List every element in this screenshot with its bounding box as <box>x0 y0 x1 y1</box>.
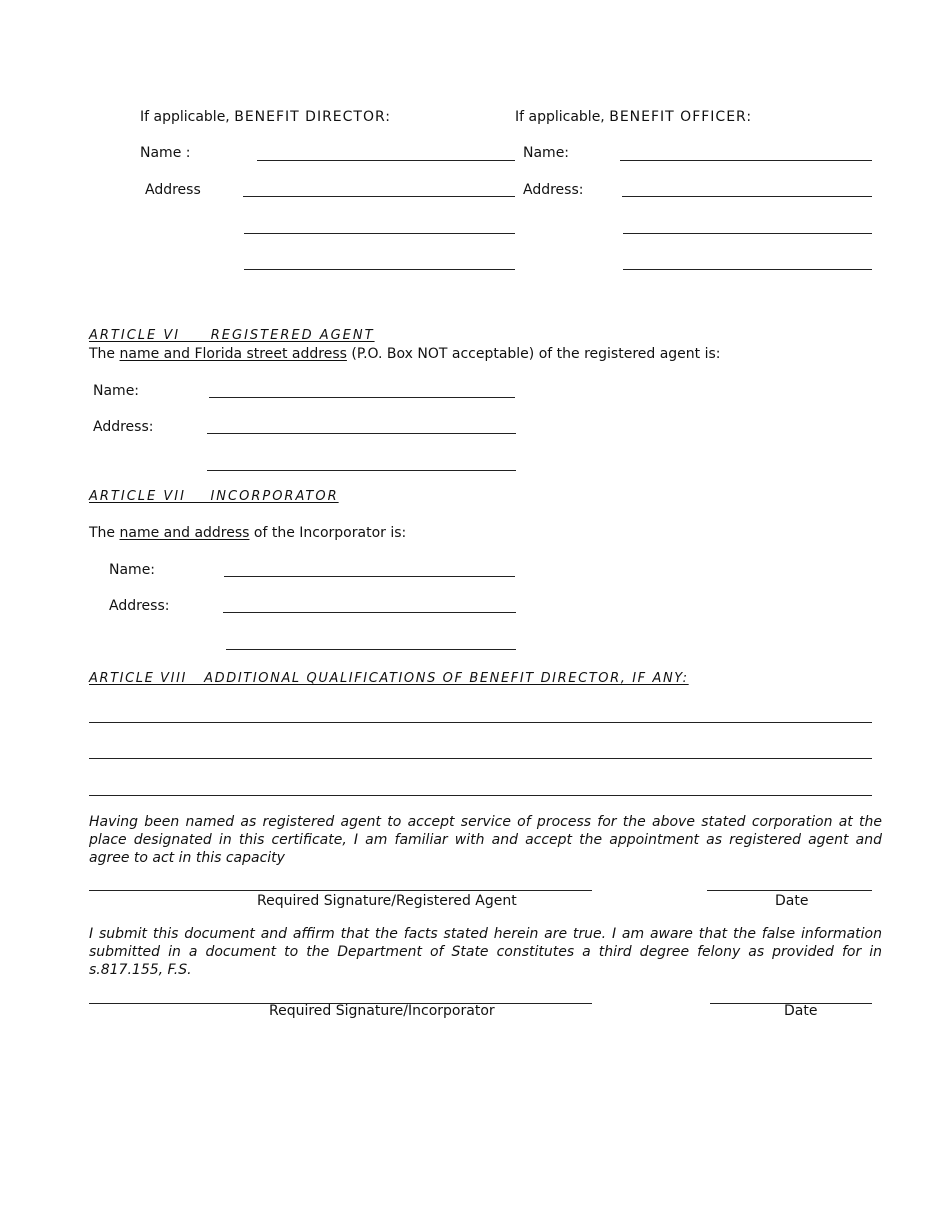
article-6-intro: The name and Florida street address (P.O. Box NOT acceptable) of the registered agent is: <box>89 346 721 362</box>
incorporator-address-field-2[interactable] <box>226 649 516 650</box>
agent-address-field-2[interactable] <box>207 470 516 471</box>
agent-address-field-1[interactable] <box>207 433 516 434</box>
article-7-heading: ARTICLE VII INCORPORATOR <box>89 489 339 504</box>
incorporator-name-label: Name: <box>109 562 156 578</box>
agent-name-field[interactable] <box>209 397 515 398</box>
agent-signature-label: Required Signature/Registered Agent <box>257 893 517 909</box>
director-address-field-3[interactable] <box>244 269 515 270</box>
officer-address-field-2[interactable] <box>623 233 872 234</box>
officer-name-label: Name: <box>523 145 570 161</box>
qualifications-line-3[interactable] <box>89 795 872 796</box>
director-name-label: Name : <box>140 145 191 161</box>
agent-address-label: Address: <box>93 419 154 435</box>
incorporator-date-label: Date <box>784 1003 818 1019</box>
benefit-officer-heading: If applicable, BENEFIT OFFICER: <box>515 109 753 125</box>
agent-signature-line[interactable] <box>89 890 592 891</box>
officer-address-field-1[interactable] <box>622 196 872 197</box>
incorporator-signature-label: Required Signature/Incorporator <box>269 1003 495 1019</box>
article-8-heading: ARTICLE VIII ADDITIONAL QUALIFICATIONS OF BENEFIT DIRECTOR, IF ANY: <box>89 671 689 686</box>
agent-date-label: Date <box>775 893 809 909</box>
director-address-field-1[interactable] <box>243 196 515 197</box>
agent-acceptance-statement: Having been named as registered agent to accept service of process for the above stated corporation at the place designated in this certificate, I am familiar with and accept the appointment as registered agent and agree to act in this capacity <box>89 814 882 866</box>
qualifications-line-1[interactable] <box>89 722 872 723</box>
officer-address-label: Address: <box>523 182 584 198</box>
qualifications-line-2[interactable] <box>89 758 872 759</box>
director-name-field[interactable] <box>257 160 515 161</box>
incorporator-address-field-1[interactable] <box>223 612 516 613</box>
director-address-field-2[interactable] <box>244 233 515 234</box>
incorporator-affirmation-statement: I submit this document and affirm that the facts stated herein are true. I am aware that the false information submitted in a document to the Department of State constitutes a third degree felony as provided for in s.817.155, F.S. <box>89 926 882 978</box>
officer-name-field[interactable] <box>620 160 872 161</box>
article-7-intro: The name and address of the Incorporator is: <box>89 525 407 541</box>
officer-address-field-3[interactable] <box>623 269 872 270</box>
agent-date-line[interactable] <box>707 890 872 891</box>
agent-name-label: Name: <box>93 383 140 399</box>
incorporator-name-field[interactable] <box>224 576 515 577</box>
benefit-director-heading: If applicable, BENEFIT DIRECTOR: <box>140 109 392 125</box>
article-6-heading: ARTICLE VI REGISTERED AGENT <box>89 328 375 343</box>
director-address-label: Address <box>145 182 201 198</box>
incorporator-address-label: Address: <box>109 598 170 614</box>
